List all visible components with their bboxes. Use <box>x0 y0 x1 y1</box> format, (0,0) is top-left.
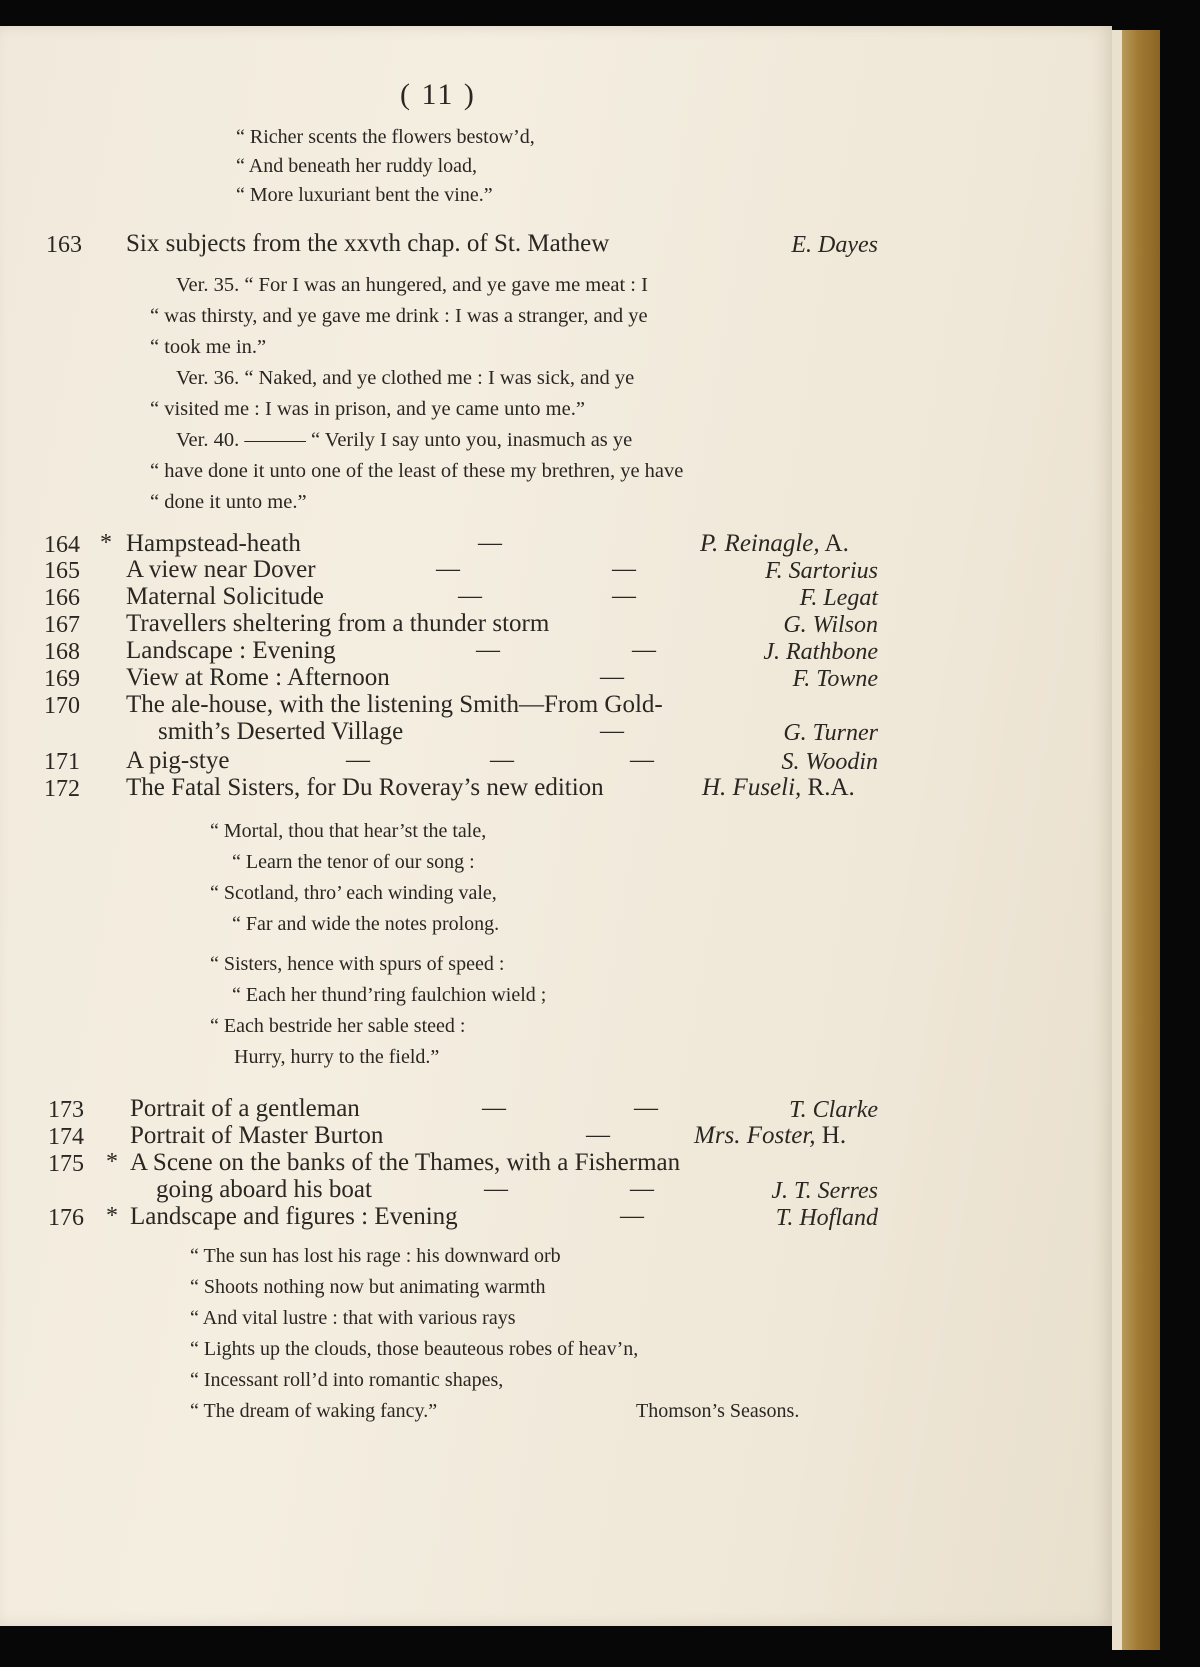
entry-title: The ale-house, with the listening Smith—From Gold- <box>126 691 663 718</box>
entry-artist-line <box>700 530 849 558</box>
scripture-line: “ took me in.” <box>150 336 267 358</box>
entry-number: 164 <box>44 532 80 558</box>
page-number: ( 11 ) <box>400 78 476 111</box>
dash: — <box>476 637 500 663</box>
entry-number: 171 <box>44 749 80 775</box>
verse-line: “ Richer scents the flowers bestow’d, <box>236 126 535 148</box>
entry-number: 175 <box>48 1151 84 1177</box>
verse-line: “ Learn the tenor of our song : <box>232 851 475 873</box>
entry-artist: H. Fuseli, <box>702 774 802 801</box>
dash: — <box>600 664 624 690</box>
entry-artist: F. Towne <box>792 666 878 692</box>
entry-artist: G. Turner <box>783 720 878 746</box>
entry-title: Portrait of Master Burton <box>130 1122 384 1149</box>
scripture-line: “ visited me : I was in prison, and ye came unto me.” <box>150 398 585 420</box>
entry-title: A pig-stye <box>126 747 230 774</box>
entry-number: 168 <box>44 639 80 665</box>
dash: — <box>620 1203 644 1229</box>
entry-title: Landscape : Evening <box>126 637 336 664</box>
entry-artist: S. Woodin <box>781 749 878 775</box>
entry-number: 176 <box>48 1205 84 1231</box>
dash: — <box>630 747 654 773</box>
dash: — <box>612 556 636 582</box>
dash: — <box>634 1095 658 1121</box>
verse-source: Thomson’s Seasons. <box>636 1400 800 1422</box>
verse-line: “ Sisters, hence with spurs of speed : <box>210 953 505 975</box>
entry-artist-suffix: R.A. <box>801 774 855 801</box>
scripture-line: “ done it unto me.” <box>150 491 307 513</box>
book-page <box>0 26 1112 1626</box>
entry-title: View at Rome : Afternoon <box>126 664 390 691</box>
entry-artist: T. Clarke <box>789 1097 878 1123</box>
entry-number: 167 <box>44 612 80 638</box>
scripture-line: “ was thirsty, and ye gave me drink : I was a stranger, and ye <box>150 305 648 327</box>
scripture-line: Ver. 35. “ For I was an hungered, and ye gave me meat : I <box>176 274 648 296</box>
dash: — <box>484 1176 508 1202</box>
asterisk: * <box>106 1203 118 1229</box>
scripture-line: Ver. 40. ——— “ Verily I say unto you, inasmuch as ye <box>176 429 633 451</box>
verse-line: “ Scotland, thro’ each winding vale, <box>210 882 497 904</box>
entry-artist: G. Wilson <box>783 612 878 638</box>
dash: — <box>490 747 514 773</box>
entry-number: 165 <box>44 558 80 584</box>
entry-artist: P. Reinagle, <box>700 530 820 557</box>
entry-artist: J. Rathbone <box>763 639 878 665</box>
verse-line: “ Lights up the clouds, those beauteous robes of heav’n, <box>190 1338 639 1360</box>
verse-line: Hurry, hurry to the field.” <box>234 1046 440 1068</box>
entry-number: 170 <box>44 693 80 719</box>
entry-artist-suffix: H. <box>815 1122 847 1149</box>
entry-title: A Scene on the banks of the Thames, with a Fisherman <box>130 1149 681 1176</box>
verse-line: “ The sun has lost his rage : his downward orb <box>190 1245 561 1267</box>
scripture-line: Ver. 36. “ Naked, and ye clothed me : I was sick, and ye <box>176 367 635 389</box>
entry-number: 173 <box>48 1097 84 1123</box>
dash: — <box>478 530 502 556</box>
verse-line: “ Incessant roll’d into romantic shapes, <box>190 1369 504 1391</box>
entry-number: 174 <box>48 1124 84 1150</box>
entry-title: Portrait of a gentleman <box>130 1095 360 1122</box>
verse-line: “ And vital lustre : that with various rays <box>190 1307 516 1329</box>
entry-title: The Fatal Sisters, for Du Roveray’s new edition <box>126 774 604 801</box>
verse-line: “ The dream of waking fancy.” <box>190 1400 438 1422</box>
entry-title: Landscape and figures : Evening <box>130 1203 458 1230</box>
entry-artist-line <box>702 774 855 802</box>
entry-number: 163 <box>46 232 82 258</box>
dash: — <box>612 583 636 609</box>
entry-artist: F. Sartorius <box>765 558 878 584</box>
asterisk: * <box>106 1149 118 1175</box>
entry-artist: F. Legat <box>799 585 878 611</box>
verse-line: “ Far and wide the notes prolong. <box>232 913 500 935</box>
entry-artist: T. Hofland <box>775 1205 878 1231</box>
entry-artist: J. T. Serres <box>771 1178 878 1204</box>
dash: — <box>482 1095 506 1121</box>
dash: — <box>630 1176 654 1202</box>
entry-title: Travellers sheltering from a thunder storm <box>126 610 550 637</box>
entry-title: Hampstead-heath <box>126 530 301 557</box>
dash: — <box>632 637 656 663</box>
entry-artist-line <box>694 1122 846 1150</box>
entry-artist: E. Dayes <box>791 232 878 258</box>
verse-line: “ Each her thund’ring faulchion wield ; <box>232 984 547 1006</box>
entry-title: Six subjects from the xxvth chap. of St. Mathew <box>126 230 610 257</box>
page-edge <box>1112 30 1122 1650</box>
verse-line: “ Shoots nothing now but animating warmth <box>190 1276 546 1298</box>
entry-title: Maternal Solicitude <box>126 583 324 610</box>
entry-artist: Mrs. Foster, <box>694 1122 816 1149</box>
entry-title-continued: smith’s Deserted Village <box>158 718 404 745</box>
entry-number: 166 <box>44 585 80 611</box>
scripture-line: “ have done it unto one of the least of these my brethren, ye have <box>150 460 684 482</box>
dash: — <box>586 1122 610 1148</box>
dash: — <box>600 718 624 744</box>
asterisk: * <box>100 530 112 556</box>
verse-line: “ Mortal, thou that hear’st the tale, <box>210 820 487 842</box>
entry-artist-suffix: A. <box>819 530 849 557</box>
entry-number: 169 <box>44 666 80 692</box>
entry-number: 172 <box>44 776 80 802</box>
verse-line: “ And beneath her ruddy load, <box>236 155 478 177</box>
dash: — <box>346 747 370 773</box>
entry-title: A view near Dover <box>126 556 316 583</box>
dash: — <box>436 556 460 582</box>
verse-line: “ Each bestride her sable steed : <box>210 1015 466 1037</box>
dash: — <box>458 583 482 609</box>
verse-line: “ More luxuriant bent the vine.” <box>236 184 493 206</box>
entry-title-continued: going aboard his boat <box>156 1176 372 1203</box>
